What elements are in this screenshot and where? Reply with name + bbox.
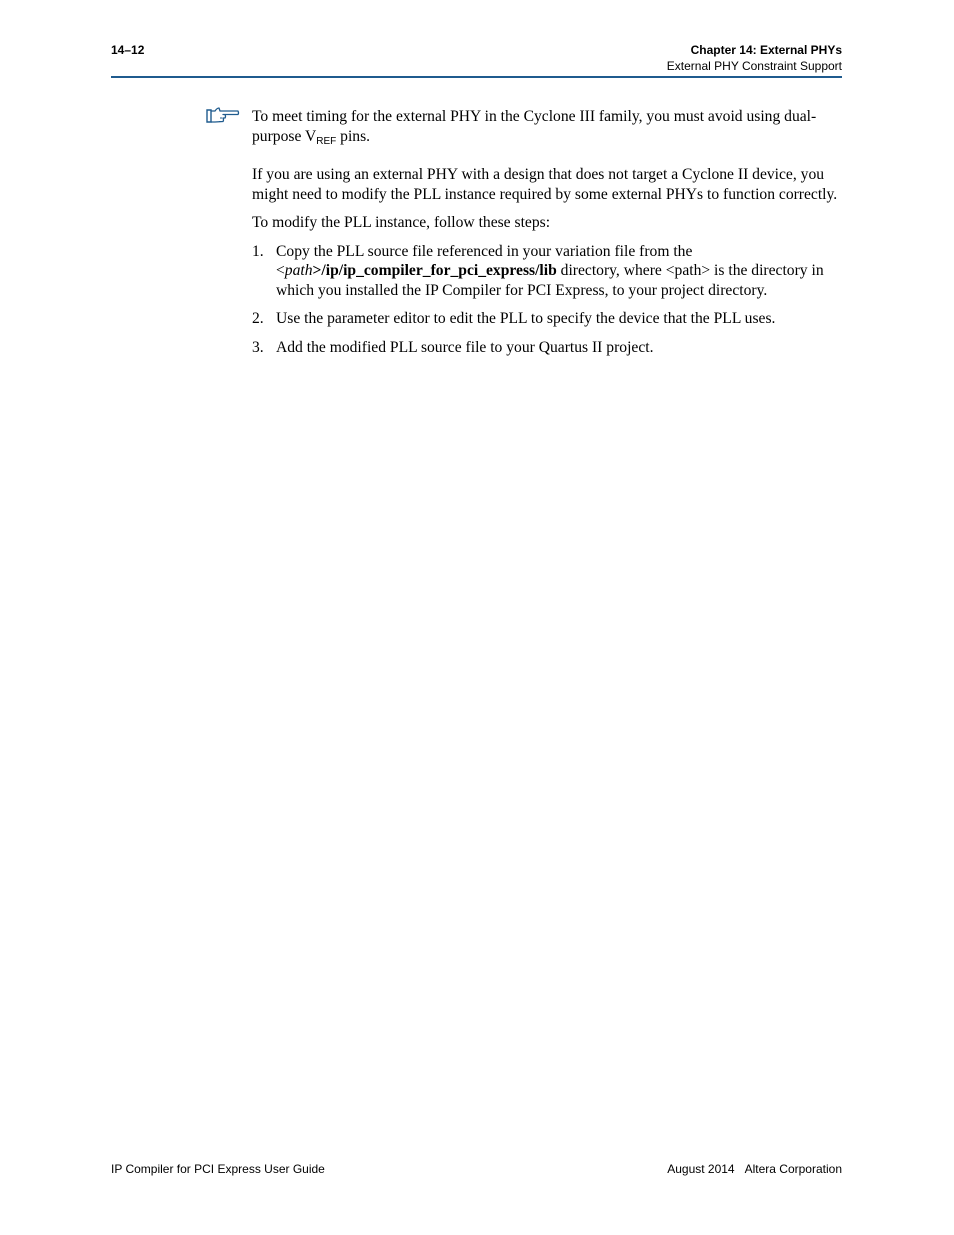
footer-date: August 2014 xyxy=(667,1162,735,1176)
paragraph-pll-intro: If you are using an external PHY with a design that does not target a Cyclone II device, you might need to modify the PLL instance required by some external PHYs to function correctly. xyxy=(252,166,838,203)
note-text: To meet timing for the external PHY in the Cyclone III family, you must avoid using dual-purpose $V_{REF}$ pins. xyxy=(252,108,817,147)
page-number: 14–12 xyxy=(111,43,145,57)
steps-list xyxy=(252,242,842,358)
vref-subscript: REF xyxy=(316,135,337,147)
lib-path: >/ip/ip_compiler_for_pci_express/lib xyxy=(312,262,557,279)
footer-company: Altera Corporation xyxy=(744,1162,842,1176)
footer-title: IP Compiler for PCI Express User Guide xyxy=(111,1162,325,1176)
list-item: 3. Add the modified PLL source file to your Quartus II project. xyxy=(252,338,654,356)
paragraph-steps-intro: To modify the PLL instance, follow these steps: xyxy=(252,214,551,231)
list-item: 1. Copy the PLL source file referenced in your variation file from the <path>/ip/ip_compiler_for_pci_express/lib directory, where <path> is the directory in which you installed the IP Compiler for PCI Express, to your project directory. xyxy=(252,242,824,299)
section-title: External PHY Constraint Support xyxy=(666,59,842,73)
footer-info xyxy=(667,1161,842,1177)
pointing-hand-icon xyxy=(206,107,240,125)
running-header xyxy=(667,42,842,74)
chapter-title: Chapter 14: External PHYs xyxy=(690,43,842,57)
header-rule xyxy=(111,76,842,78)
body-text xyxy=(252,107,842,366)
list-item: 2. Use the parameter editor to edit the PLL to specify the device that the PLL uses. xyxy=(252,310,776,327)
